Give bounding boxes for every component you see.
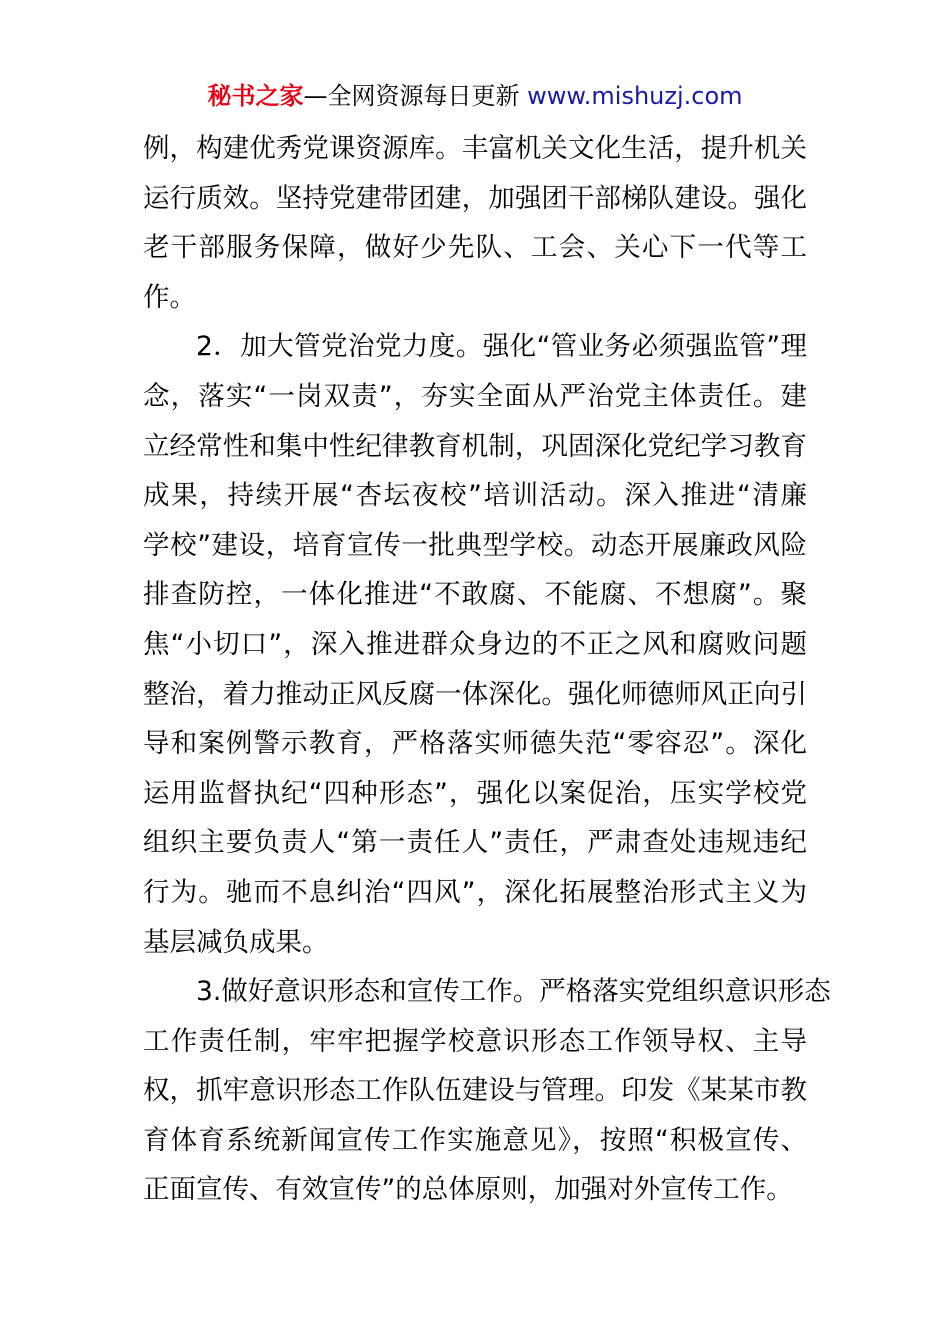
text-line: 立经常性和集中性纪律教育机制，巩固深化党纪学习教育 [143, 430, 807, 462]
text-line: 学校”建设，培育宣传一批典型学校。动态开展廉政风险 [143, 529, 807, 561]
text-line: 作。 [143, 281, 196, 313]
text-line: 3.做好意识形态和宣传工作。严格落实党组织意识形态 [196, 976, 831, 1008]
site-tagline: —全网资源每日更新 [303, 82, 520, 110]
text-line: 工作责任制，牢牢把握学校意识形态工作领导权、主导 [143, 1025, 807, 1057]
text-line: 成果，持续开展“杏坛夜校”培训活动。深入推进“清廉 [143, 480, 807, 512]
text-line: 2．加大管党治党力度。强化“管业务必须强监管”理 [196, 331, 807, 363]
text-line: 运行质效。坚持党建带团建，加强团干部梯队建设。强化 [143, 182, 807, 214]
text-line: 整治，着力推动正风反腐一体深化。强化师德师风正向引 [143, 678, 807, 710]
text-line: 排查防控，一体化推进“不敢腐、不能腐、不想腐”。聚 [143, 579, 807, 611]
site-brand: 秘书之家 [207, 82, 304, 110]
text-line: 运用监督执纪“四种形态”，强化以案促治，压实学校党 [143, 777, 807, 809]
document-body [143, 124, 831, 1215]
text-line: 念，落实“一岗双责”，夯实全面从严治党主体责任。建 [143, 380, 807, 412]
text-line: 老干部服务保障，做好少先队、工会、关心下一代等工 [143, 232, 807, 264]
paragraph-ideology-publicity [143, 967, 831, 1215]
text-line: 焦“小切口”，深入推进群众身边的不正之风和腐败问题 [143, 628, 807, 660]
site-url[interactable]: www.mishuzj.com [527, 82, 743, 110]
paragraph-continuation [143, 124, 807, 322]
text-line: 组织主要负责人“第一责任人”责任，严肃查处违规违纪 [143, 827, 807, 859]
text-line: 行为。驰而不息纠治“四风”，深化拓展整治形式主义为 [143, 876, 807, 908]
text-line: 正面宣传、有效宣传”的总体原则，加强对外宣传工作。 [143, 1174, 793, 1206]
text-line: 权，抓牢意识形态工作队伍建设与管理。印发《某某市教 [143, 1075, 807, 1107]
site-header [0, 80, 950, 112]
text-line: 例，构建优秀党课资源库。丰富机关文化生活，提升机关 [143, 133, 807, 164]
paragraph-party-governance [143, 322, 807, 967]
text-line: 基层减负成果。 [143, 926, 329, 958]
text-line: 育体育系统新闻宣传工作实施意见》，按照“积极宣传、 [143, 1124, 807, 1156]
text-line: 导和案例警示教育，严格落实师德失范“零容忍”。深化 [143, 728, 807, 760]
